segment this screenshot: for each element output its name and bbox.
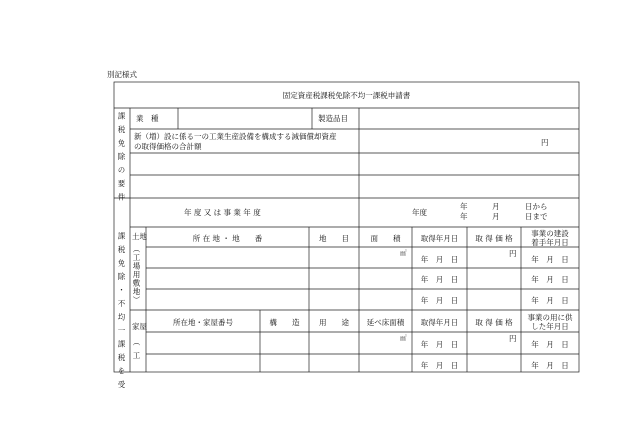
page-title: 固定資産税課税免除不均一課税申請書 (282, 91, 411, 100)
house-header-use-date-line1: 事業の用に供 (527, 313, 573, 322)
house-header-use: 用 途 (319, 318, 349, 327)
land-header-category: 地 目 (319, 234, 349, 243)
land-header-location: 所 在 地 ・ 地 番 (192, 234, 263, 243)
house-header-floor-area: 延べ床面積 (366, 318, 405, 327)
period-label: 年 度 又 は 事 業 年 度 (184, 208, 261, 217)
house-row2-use-date[interactable]: 年 月 日 (531, 361, 569, 370)
asset-total-field[interactable] (360, 130, 535, 151)
land-row3-start-date[interactable]: 年 月 日 (531, 296, 569, 305)
land-label: 土地 (132, 232, 147, 241)
house-yen-unit: 円 (509, 334, 517, 343)
asset-desc-line2: の取得価格の合計額 (134, 142, 202, 151)
house-header-location: 所在地・家屋番号 (173, 318, 233, 327)
period-to-month: 月 (492, 212, 500, 221)
land-row2-start-date[interactable]: 年 月 日 (531, 275, 569, 284)
house-header-structure: 構 造 (269, 318, 300, 327)
land-sqm-unit: ㎡ (400, 249, 407, 257)
exemption-vertical-label: 課税免除・不均一課税を受 (117, 232, 126, 394)
house-label: 家屋 (132, 322, 147, 331)
land-row2-acq-date[interactable]: 年 月 日 (420, 275, 459, 284)
period-from-year: 年 (460, 202, 468, 211)
product-field[interactable] (359, 112, 577, 127)
land-yen-unit: 円 (509, 249, 517, 258)
land-header-date: 取得年月日 (420, 234, 459, 243)
house-header-price: 取 得 価 格 (475, 318, 513, 327)
house-header-use-date-line2: した年月日 (531, 322, 569, 331)
period-to-day: 日まで (525, 212, 548, 221)
period-to-year: 年 (460, 212, 468, 221)
industry-field[interactable] (178, 112, 312, 127)
period-from-day: 日から (525, 202, 548, 211)
house-row1-use-date[interactable]: 年 月 日 (531, 340, 569, 349)
land-row1-acq-date[interactable]: 年 月 日 (420, 255, 459, 264)
house-sqm-unit: ㎡ (400, 334, 407, 342)
asset-desc-line1: 新（増）設に係る一の工業生産設備を構成する減価償却資産 (134, 132, 337, 141)
land-header-start-line2: 着手年月日 (531, 238, 569, 247)
land-header-price: 取 得 価 格 (475, 234, 513, 243)
land-row3-acq-date[interactable]: 年 月 日 (420, 296, 459, 305)
house-row1-acq-date[interactable]: 年 月 日 (420, 340, 459, 349)
industry-label: 業 種 (136, 114, 159, 123)
asset-total-yen: 円 (541, 138, 549, 147)
house-header-date: 取得年月日 (420, 318, 459, 327)
product-label: 製造品目 (318, 114, 348, 123)
requirements-vertical-label: 課税免除の要件 (117, 112, 126, 207)
form-label: 別記様式 (107, 70, 137, 79)
land-vertical-label: （工場用敷地） (132, 245, 141, 305)
period-from-month: 月 (492, 202, 500, 211)
land-header-area: 面 積 (370, 234, 401, 243)
house-row2-acq-date[interactable]: 年 月 日 (420, 361, 459, 370)
period-nendo: 年度 (412, 208, 427, 217)
land-row1-start-date[interactable]: 年 月 日 (531, 255, 569, 264)
land-header-start-line1: 事業の建設 (531, 229, 569, 238)
house-vertical-label: （工 (132, 338, 141, 365)
